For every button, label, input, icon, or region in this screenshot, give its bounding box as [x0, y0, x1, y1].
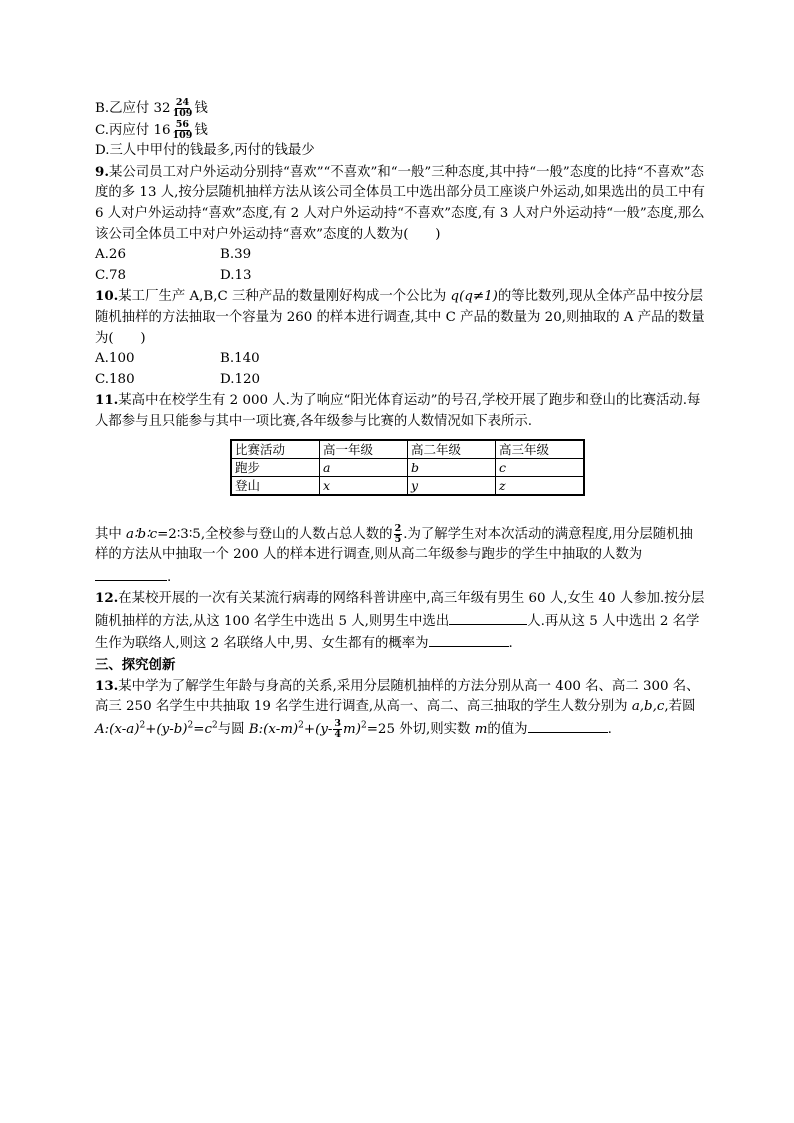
answer-blank[interactable]: [528, 718, 608, 733]
answer-blank[interactable]: [95, 566, 167, 581]
section-heading: 三、探究创新: [95, 657, 176, 674]
answer-blank[interactable]: [429, 632, 509, 647]
fraction: $\frac{3}{4}$: [334, 717, 342, 740]
q8-option-d: D.三人中甲付的钱最多,丙付的钱最少: [95, 143, 315, 159]
q8-option-c: C.丙应付 16 $\frac{56}{109}$ 钱: [95, 118, 208, 141]
question-10: 10.某工厂生产 A,B,C 三种产品的数量刚好构成一个公比为 q(q≠1)的等比数列,现从全体产品中按分层随机抽样的方法抽取一个容量为 260 的样本进行调查,其中 C 产品的数量为 20,则抽取的 A 产品的数量为( ): [95, 288, 705, 346]
table-row: [231, 458, 584, 476]
table-cell: 跑步: [231, 458, 320, 476]
table-header-row: [231, 440, 584, 459]
q10-options-row1: A.100 B.140: [95, 351, 260, 367]
table-header-cell: 比赛活动: [231, 440, 320, 459]
table-header-cell: 高三年级: [496, 440, 585, 459]
question-13: 13.某中学为了解学生年龄与身高的关系,采用分层随机抽样的方法分别从高一 400 名、高二 300 名、高三 250 名学生中共抽取 19 名学生进行调查,从高一、高二、高三抽取的学生人数分别为 a,b,c,若圆 $A:(x-a)^2+(y-b)^2=c^2$与圆 $B:(x-m)^2+(y-$ $\frac{3}{4}$ m)$^2$=25 外切,则实数 m的值为 .: [95, 677, 700, 740]
fraction: $\frac{2}{5}$: [394, 522, 402, 545]
participation-table: [230, 439, 585, 496]
q9-options-row1: A.26 B.39: [95, 247, 252, 263]
fraction: $\frac{56}{109}$: [172, 118, 193, 141]
table-header-cell: 高二年级: [408, 440, 496, 459]
table-cell: c: [496, 458, 585, 476]
table-cell: z: [496, 476, 585, 495]
question-9: 9.某公司员工对户外运动分别持“喜欢”“不喜欢”和“一般”三种态度,其中持“一般”态度的比持“不喜欢”态度的多 13 人,按分层随机抽样方法从该公司全体员工中选出部分员工座谈户外运动,如果选出的员工中有 6 人对户外运动持“喜欢”态度,有 2 人对户外运动持“不喜欢”态度,有 3 人对户外运动持“一般”态度,那么该公司全体员工中对户外运动持“喜欢”态度的人数为( ): [95, 163, 705, 242]
table-cell: x: [320, 476, 408, 495]
table-cell: b: [408, 458, 496, 476]
q9-options-row2: C.78 D.13: [95, 267, 252, 283]
q8-option-b: B.乙应付 32 $\frac{24}{109}$ 钱: [95, 97, 208, 119]
answer-blank[interactable]: [449, 610, 527, 625]
q10-options-row2: C.180 D.120: [95, 371, 261, 387]
question-11: 11.某高中在校学生有 2 000 人.为了响应“阳光体育运动”的号召,学校开展了跑步和登山的比赛活动.每人都参与且只能参与其中一项比赛,各年级参与比赛的人数情况如下表所示.: [95, 392, 701, 429]
document-page: [95, 98, 705, 740]
table-cell: y: [408, 476, 496, 495]
table-cell: 登山: [231, 476, 320, 495]
question-12: 12.在某校开展的一次有关某流行病毒的网络科普讲座中,高三年级有男生 60 人,女生 40 人参加.按分层随机抽样的方法,从这 100 名学生中选出 5 人,则男生中选出 人.再从这 5 人中选出 2 名学生作为联络人,则这 2 名联络人中,男、女生都有的概率为 .: [95, 590, 705, 652]
fraction: $\frac{24}{109}$: [172, 97, 193, 119]
table-row: [231, 476, 584, 495]
table-header-cell: 高一年级: [320, 440, 408, 459]
question-11-continued: 其中 a∶b∶c=2∶3∶5,全校参与登山的人数占总人数的 $\frac{2}{5}$ .为了解学生对本次活动的满意程度,用分层随机抽样的方法从中抽取一个 200 人的样本进行调查,则从高二年级参与跑步的学生中抽取的人数为.: [95, 522, 693, 585]
table-cell: a: [320, 458, 408, 476]
